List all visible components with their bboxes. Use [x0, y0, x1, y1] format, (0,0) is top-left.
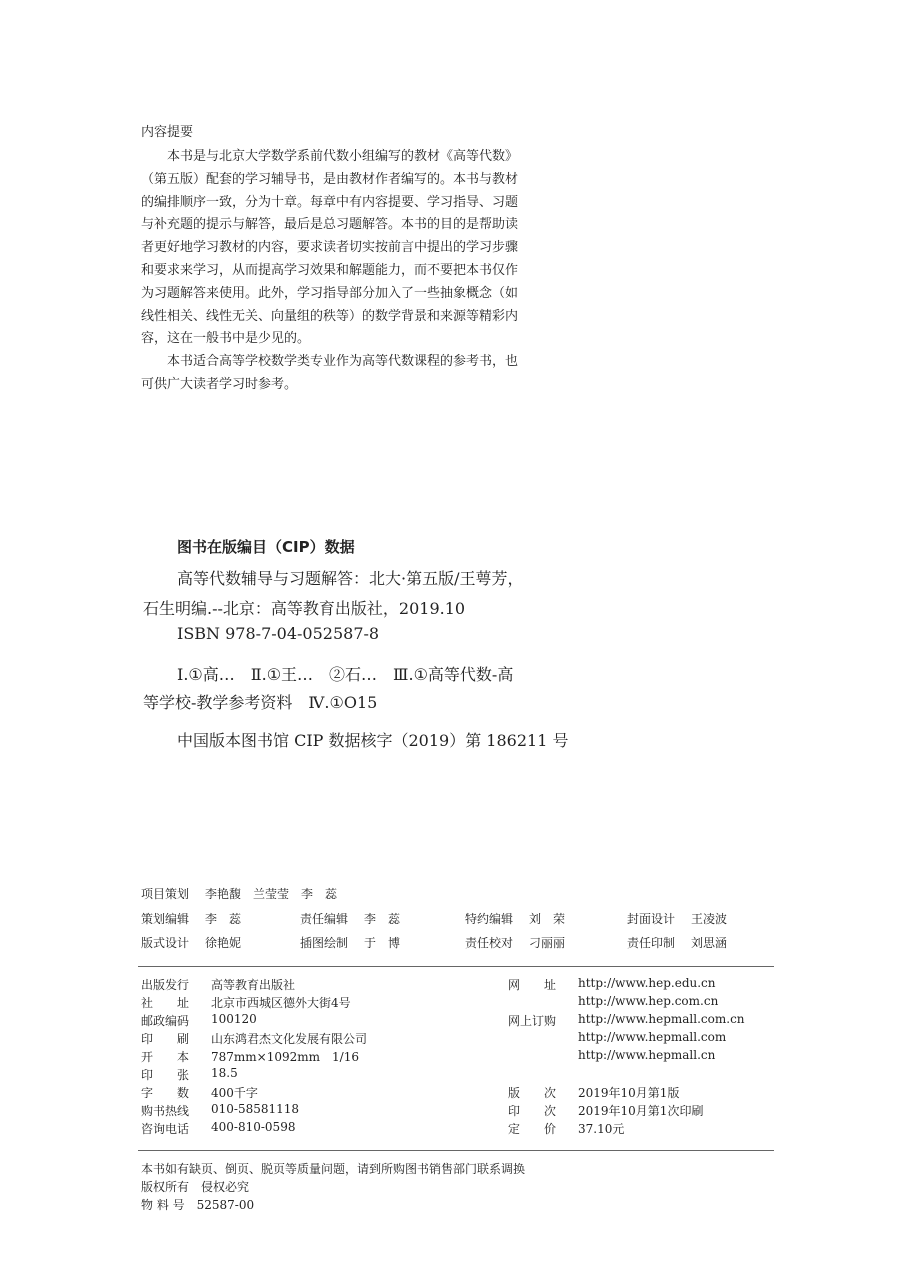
info-label: 购书热线	[141, 1104, 190, 1118]
credit-value: 徐艳妮	[205, 936, 242, 950]
credit-proofreading	[465, 934, 565, 951]
order-link-2[interactable]: http://www.hepmall.com	[578, 1030, 727, 1044]
credit-layout	[141, 934, 241, 951]
credit-label: 策划编辑	[141, 912, 190, 926]
info-label: 开 本	[141, 1050, 190, 1064]
info-label: 印 刷	[141, 1032, 190, 1046]
credit-label: 封面设计	[627, 912, 676, 926]
info-value: 北京市西城区德外大街4号	[211, 996, 351, 1010]
info-label: 印 张	[141, 1068, 190, 1082]
credit-value: 李艳馥 兰莹莹 李 蕊	[205, 887, 338, 901]
credit-value: 李 蕊	[364, 912, 401, 926]
credit-special	[465, 910, 565, 927]
credit-label: 责任印制	[627, 936, 676, 950]
order-link-1[interactable]: http://www.hepmall.com.cn	[578, 1012, 745, 1026]
edition-label: 版 次	[508, 1086, 557, 1100]
divider-bottom	[138, 1150, 774, 1151]
cip-title-line: 高等代数辅导与习题解答：北大·第五版/王萼芳，	[177, 569, 524, 588]
credit-label: 特约编辑	[465, 912, 514, 926]
info-label: 字 数	[141, 1086, 190, 1100]
info-value: 高等教育出版社	[211, 978, 296, 992]
summary-paragraph-1: 本书是与北京大学数学系前代数小组编写的教材《高等代数》（第五版）配套的学习辅导书，是由教材作者编写的。本书与教材的编排顺序一致，分为十章。每章中有内容提要、学习指导、习题与补充题的提示与解答，最后是总习题解答。本书的目的是帮助读者更好地学习教材的内容，要求读者切实按前言中提出的学习步骤和要求来学习，从而提高学习效果和解题能力，而不要把本书仅作为习题解答来使用。此外，学习指导部分加入了一些抽象概念（如线性相关、线性无关、向量组的秩等）的数学背景和来源等精彩内容，这在一般书中是少见的。	[141, 149, 519, 347]
info-value: 787mm×1092mm 1/16	[211, 1050, 359, 1064]
credit-value: 刘思涵	[691, 936, 728, 950]
summary-title: 内容提要	[141, 125, 194, 140]
info-value: 100120	[211, 1012, 257, 1026]
summary-paragraph-2: 本书适合高等学校数学类专业作为高等代数课程的参考书，也可供广大读者学习时参考。	[141, 354, 519, 392]
credit-value: 刘 荣	[529, 912, 566, 926]
info-value: 18.5	[211, 1066, 238, 1080]
credit-label: 项目策划	[141, 887, 190, 901]
credit-value: 王凌波	[691, 912, 728, 926]
credit-planning	[141, 910, 241, 927]
credit-responsible	[300, 910, 400, 927]
cip-classification-2: 等学校-教学参考资料 Ⅳ.①O15	[143, 693, 378, 712]
cip-verify-number: 中国版本图书馆 CIP 数据核字（2019）第 186211 号	[177, 731, 569, 750]
credit-value: 于 博	[364, 936, 401, 950]
credit-project	[141, 885, 337, 902]
website-link-2[interactable]: http://www.hep.com.cn	[578, 994, 719, 1008]
credit-value: 刁丽丽	[529, 936, 566, 950]
credit-label: 插图绘制	[300, 936, 349, 950]
cip-author-line: 石生明编.--北京：高等教育出版社，2019.10	[143, 599, 466, 618]
price-value: 37.10元	[578, 1122, 625, 1136]
quality-notice: 本书如有缺页、倒页、脱页等质量问题，请到所购图书销售部门联系调换	[141, 1162, 526, 1176]
cip-isbn: ISBN 978-7-04-052587-8	[177, 624, 380, 643]
credit-label: 责任校对	[465, 936, 514, 950]
order-label: 网上订购	[508, 1014, 557, 1028]
info-value: 010-58581118	[211, 1102, 300, 1116]
info-value: 400-810-0598	[211, 1120, 296, 1134]
website-label: 网 址	[508, 978, 557, 992]
cip-classification-1: Ⅰ.①高… Ⅱ.①王… ②石… Ⅲ.①高等代数-高	[177, 665, 514, 684]
info-label: 邮政编码	[141, 1014, 190, 1028]
order-link-3[interactable]: http://www.hepmall.cn	[578, 1048, 716, 1062]
credit-printing	[627, 934, 727, 951]
credit-illustration	[300, 934, 400, 951]
info-value: 山东鸿君杰文化发展有限公司	[211, 1032, 368, 1046]
edition-value: 2019年10月第1版	[578, 1086, 680, 1100]
info-value: 400千字	[211, 1086, 258, 1100]
item-number: 物 料 号 52587-00	[141, 1198, 255, 1212]
copyright-notice: 版权所有 侵权必究	[141, 1180, 250, 1194]
website-link-1[interactable]: http://www.hep.edu.cn	[578, 976, 716, 990]
printing-value: 2019年10月第1次印刷	[578, 1104, 704, 1118]
info-label: 咨询电话	[141, 1122, 190, 1136]
price-label: 定 价	[508, 1122, 557, 1136]
credit-label: 责任编辑	[300, 912, 349, 926]
credit-value: 李 蕊	[205, 912, 242, 926]
cip-heading: 图书在版编目（CIP）数据	[177, 538, 355, 556]
credit-cover	[627, 910, 727, 927]
printing-label: 印 次	[508, 1104, 557, 1118]
credit-label: 版式设计	[141, 936, 190, 950]
info-label: 出版发行	[141, 978, 190, 992]
info-label: 社 址	[141, 996, 190, 1010]
summary-body	[141, 146, 521, 397]
divider-top	[138, 966, 774, 967]
